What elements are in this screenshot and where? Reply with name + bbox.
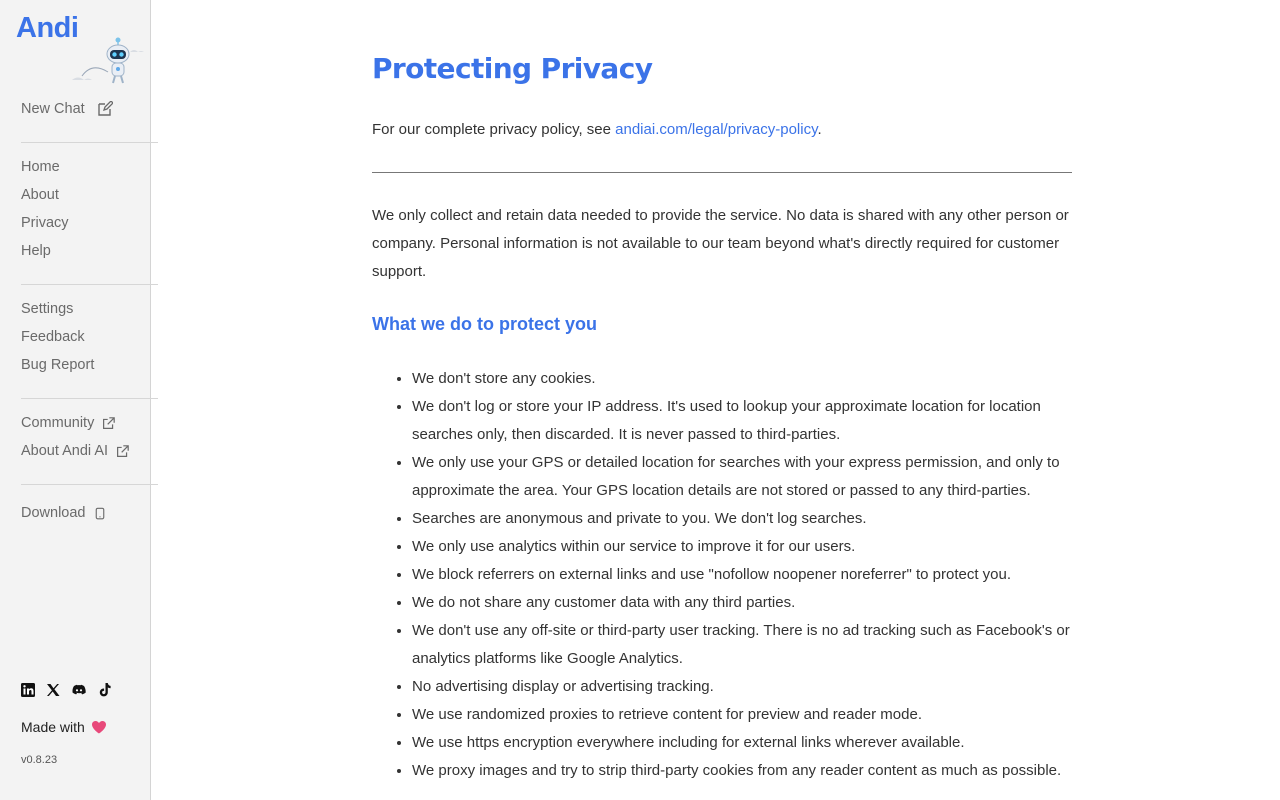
sidebar-item-label: Download (21, 505, 86, 521)
list-item: • We use randomized proxies to retrieve content for preview and reader mode. (412, 701, 1082, 729)
sidebar-item-label: Feedback (21, 329, 85, 345)
section-heading: What we do to protect you (372, 314, 597, 334)
list-item: • We proxy images and try to strip third-party cookies from any reader content as much as possible. (412, 757, 1082, 785)
list-item: • No advertising display or advertising tracking. (412, 673, 1082, 701)
sidebar (0, 0, 151, 800)
discord-icon[interactable] (70, 682, 88, 698)
sidebar-item-home[interactable] (21, 159, 60, 175)
list-item: • We block referrers on external links and use "nofollow noopener noreferrer" to protect you. (412, 561, 1082, 589)
sidebar-divider (21, 284, 158, 285)
sidebar-item-label: Privacy (21, 215, 69, 231)
sidebar-item-label: Home (21, 159, 60, 175)
version-label: v0.8.23 (21, 754, 58, 766)
sidebar-item-community[interactable] (21, 415, 115, 431)
list-item: • We only use your GPS or detailed location for searches with your express permission, and only to approximate the area. Your GPS location details are not stored or passed to any third-parties. (412, 449, 1082, 505)
external-link-icon (116, 445, 129, 458)
sidebar-divider (21, 142, 158, 143)
intro-suffix: . (817, 121, 822, 138)
social-links (20, 682, 113, 698)
robot-mascot-icon (68, 26, 148, 88)
sidebar-item-settings[interactable] (21, 301, 73, 317)
intro-prefix: For our complete privacy policy, see (372, 121, 616, 138)
sidebar-item-feedback[interactable] (21, 329, 85, 345)
list-item: • We do not share any customer data with any third parties. (412, 589, 1082, 617)
list-item: • Searches are anonymous and private to you. We don't log searches. (412, 505, 1082, 533)
sidebar-item-label: Settings (21, 301, 74, 317)
x-icon[interactable] (45, 682, 61, 698)
sidebar-item-download[interactable] (21, 505, 106, 521)
new-chat-label: New Chat (21, 101, 85, 117)
list-item: • We use https encryption everywhere including for external links wherever available. (412, 729, 1082, 757)
sidebar-item-label: About (21, 187, 59, 203)
sidebar-item-label: Bug Report (21, 357, 95, 373)
logo-text: Andi (16, 12, 79, 44)
protection-list (412, 365, 1082, 785)
data-collection-paragraph: We only collect and retain data needed to provide the service. No data is shared with any other person or company. Personal information is not available to our team beyond what's directly required for customer support. (372, 207, 1069, 280)
list-item: • We don't store any cookies. (412, 365, 1082, 393)
intro-text (372, 121, 822, 138)
privacy-policy-link[interactable]: andiai.com/legal/privacy-policy (615, 121, 818, 138)
sidebar-item-about-andi-ai[interactable] (21, 443, 129, 459)
tiktok-icon[interactable] (97, 682, 113, 698)
sidebar-item-label: Help (21, 243, 51, 259)
list-item: • We don't use any off-site or third-party user tracking. There is no ad tracking such as Facebook's or analytics platforms like Google Analytics. (412, 617, 1082, 673)
sidebar-item-about[interactable] (21, 187, 59, 203)
sidebar-item-help[interactable] (21, 243, 51, 259)
made-with-label: Made with (21, 719, 85, 735)
sidebar-divider (21, 484, 158, 485)
andi-logo[interactable] (16, 12, 150, 88)
list-item: • We don't log or store your IP address. It's used to lookup your approximate location for location searches only, then discarded. It is never passed to third-parties. (412, 393, 1082, 449)
sidebar-item-bug-report[interactable] (21, 357, 94, 373)
mobile-phone-icon (94, 506, 106, 521)
sidebar-divider (21, 398, 158, 399)
new-chat-button[interactable] (21, 101, 113, 117)
horizontal-rule (372, 172, 1072, 173)
heart-icon (91, 720, 107, 734)
page-title: Protecting Privacy (372, 52, 653, 85)
sidebar-item-privacy[interactable] (21, 215, 69, 231)
edit-icon (97, 101, 113, 117)
list-item: • We only use analytics within our service to improve it for our users. (412, 533, 1082, 561)
external-link-icon (102, 417, 115, 430)
linkedin-icon[interactable] (20, 682, 36, 698)
sidebar-item-label: Community (21, 415, 95, 431)
made-with (21, 719, 107, 735)
sidebar-item-label: About Andi AI (21, 443, 109, 459)
